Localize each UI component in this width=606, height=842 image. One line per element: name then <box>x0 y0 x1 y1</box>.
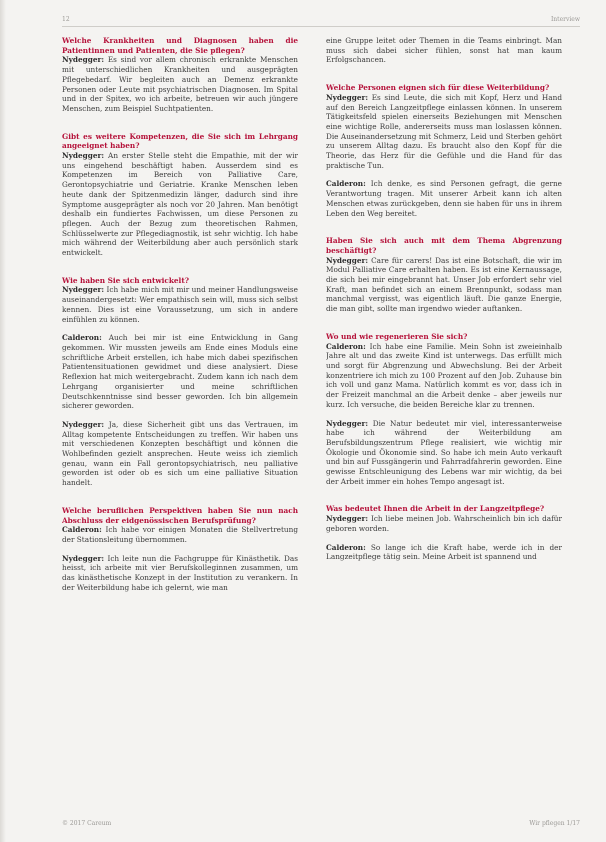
answer-text: Auch bei mir ist eine Entwicklung in Gang gekommen. Wir mussten jeweils am Ende eines Moduls eine schriftliche Arbeit erstellen, ich habe mich dabei spezifischen Patientensituationen gewidmet und diese analysiert. Diese Reflexion hat mich weitergebracht. Zudem kann ich nach dem Lehrgang organisierter und meine schriftlichen Deutschkenntnisse sind besser geworden. Ich bin allgemein sicherer geworden. <box>62 333 298 411</box>
answer-paragraph <box>62 554 298 593</box>
interview-block <box>326 83 562 218</box>
interview-question: Welche Krankheiten und Diagnosen haben die Patientinnen und Patienten, die Sie pflegen? <box>62 36 298 55</box>
answer-text: Die Natur bedeutet mir viel, interessanterweise habe ich während der Weiterbildung am Berufsbildungszentrum Pflege realisiert, wie wichtig mir Ökologie und Ökonomie sind. So habe ich mein Auto verkauft und bin auf Fussgängerin und Fahrradfahrerin geworden. Eine gewisse Entschleunigung des Lebens war mir wichtig, da bei der Arbeit immer ein hohes Tempo angesagt ist. <box>326 418 562 486</box>
answer-paragraph <box>62 55 298 113</box>
left-column <box>62 36 298 816</box>
answer-text: Ich habe mich mit mir und meiner Handlungsweise auseinandergesetzt: Wer empathisch sein will, muss sich selbst kennen. Dies ist eine Voraussetzung, um sich in andere einfühlen zu können. <box>62 285 298 324</box>
interview-block <box>326 332 562 487</box>
answer-text: eine Gruppe leitet oder Themen in die Teams einbringt. Man muss sich dabei sicher fühlen, sonst hat man kaum Erfolgschancen. <box>326 36 562 65</box>
interview-block <box>326 504 562 562</box>
speaker-name: Calderon: <box>62 333 102 343</box>
speaker-name: Calderon: <box>62 525 102 535</box>
answer-text: Ich leite nun die Fachgruppe für Kinästhetik. Das heisst, ich arbeite mit vier Berufskolleginnen zusammen, um das kinästhetische Konzept in der Institution zu verankern. In der Weiterbildung habe ich gelernt, wie man <box>62 553 298 592</box>
speaker-name: Nydegger: <box>326 255 369 265</box>
answer-text: Care für carers! Das ist eine Botschaft, die wir im Modul Palliative Care erhalten haben. Es ist eine Kernaussage, die sich bei mir eingebrannt hat. Unser Job erfordert sehr viel Kraft, man befindet sich an einem Brennpunkt, sodass man manchmal vergisst, was eigentlich läuft. Die ganze Energie, die man gibt, sollte man irgendwo wieder auftanken. <box>326 255 562 314</box>
answer-text: Es sind Leute, die sich mit Kopf, Herz und Hand auf den Bereich Langzeitpflege einlassen können. In unserem Tätigkeitsfeld spielen einerseits Beziehungen mit Menschen eine wichtige Rolle, andererseits muss man loslassen können. Die Auseinandersetzung mit Schmerz, Leid und Sterben gehört zu unserem Alltag dazu. Es braucht also den Kopf für die Theorie, das Herz für die Gefühle und die Hand für das praktische Tun. <box>326 92 562 170</box>
interview-question: Welche Personen eignen sich für diese Weiterbildung? <box>326 83 550 93</box>
speaker-name: Nydegger: <box>62 55 105 65</box>
interview-block <box>62 506 298 593</box>
answer-paragraph <box>326 419 562 487</box>
speaker-name: Calderon: <box>326 341 366 351</box>
footer-copyright: © 2017 Careum <box>62 820 112 827</box>
answer-paragraph <box>326 342 562 410</box>
speaker-name: Nydegger: <box>62 151 105 161</box>
speaker-name: Nydegger: <box>326 418 369 428</box>
footer-issue: Wir pflegen 1/17 <box>529 820 580 827</box>
interview-question: Haben Sie sich auch mit dem Thema Abgrenzung beschäftigt? <box>326 236 562 255</box>
speaker-name: Nydegger: <box>62 553 105 563</box>
answer-text: Es sind vor allem chronisch erkrankte Menschen mit unterschiedlichen Krankheiten und ausgeprägten Pflegebedarf. Wir begleiten auch an Demenz erkrankte Personen oder Leute mit psychiatrischen Diagnosen. Im Spital und in der Spitex, wo ich arbeite, betreuen wir auch jüngere Menschen, zum Beispiel Suchtpatienten. <box>62 55 298 113</box>
running-header <box>62 14 580 27</box>
answer-paragraph <box>326 93 562 171</box>
answer-text: Ich liebe meinen Job. Wahrscheinlich bin ich dafür geboren worden. <box>326 514 562 533</box>
answer-paragraph <box>326 179 562 218</box>
page-number: 12 <box>62 16 70 23</box>
interview-block <box>62 276 298 488</box>
interview-question: Was bedeutet Ihnen die Arbeit in der Langzeitpflege? <box>326 504 545 514</box>
interview-block <box>326 36 562 65</box>
interview-block <box>62 132 298 258</box>
speaker-name: Nydegger: <box>62 419 105 429</box>
speaker-name: Calderon: <box>326 179 366 189</box>
right-column <box>326 36 562 816</box>
answer-text: Ich habe vor einigen Monaten die Stellvertretung der Stationsleitung übernommen. <box>62 525 298 544</box>
answer-paragraph <box>326 543 562 562</box>
interview-question: Gibt es weitere Kompetenzen, die Sie sich im Lehrgang angeeignet haben? <box>62 131 298 151</box>
interview-question: Wie haben Sie sich entwickelt? <box>62 275 189 285</box>
answer-paragraph <box>326 514 562 533</box>
speaker-name: Nydegger: <box>326 92 369 102</box>
answer-text: So lange ich die Kraft habe, werde ich in der Langzeitpflege tätig sein. Meine Arbeit ist spannend und <box>326 542 562 562</box>
answer-paragraph <box>326 256 562 314</box>
answer-text: Ich habe eine Familie. Mein Sohn ist zweieinhalb Jahre alt und das zweite Kind ist unterwegs. Das erfüllt mich und sorgt für Abgrenzung und Abwechslung. Bei der Arbeit konzentriere ich mich zu 100 Prozent auf den Job. Zuhause bin ich voll und ganz Mama. Natürlich kommt es vor, dass ich in der Freizeit manchmal an die Arbeit denke – aber jeweils nur kurz. Ich versuche, die beiden Bereiche klar zu trennen. <box>326 341 562 409</box>
answer-text: An erster Stelle steht die Empathie, mit der wir uns eingehend beschäftigt haben. Ausserdem sind es Kompetenzen im Bereich von Palliative Care, Gerontopsychiatrie und Geriatrie. Kranke Menschen leben heute dank der Spitzenmedizin länger, dadurch sind ihre Symptome ausgeprägter als noch vor 20 Jahren. Man benötigt deshalb ein fundiertes Fachwissen, um diese Personen zu pflegen. Auch der Bezug zum theoretischen Rahmen, Schlüsselwerte zur Pflegediagnostik, ist sehr wichtig. Ich habe mich während der Weiterbildung aber auch persönlich stark entwickelt. <box>62 151 298 258</box>
interview-question: Welche beruflichen Perspektiven haben Sie nun nach Abschluss der eidgenössischen Berufsprüfung? <box>62 505 298 525</box>
answer-paragraph <box>326 36 562 65</box>
page-footer <box>62 820 580 830</box>
answer-paragraph <box>62 420 298 488</box>
answer-text: Ich denke, es sind Personen gefragt, die gerne Verantwortung tragen. Mit unserer Arbeit kann ich alten Menschen etwas zurückgeben, denn sie haben für uns in ihrem Leben den Weg bereitet. <box>326 179 562 218</box>
answer-paragraph <box>62 525 298 544</box>
speaker-name: Calderon: <box>326 542 366 552</box>
page-edge-shadow <box>0 0 6 842</box>
interview-block <box>62 36 298 114</box>
speaker-name: Nydegger: <box>62 285 105 295</box>
answer-paragraph <box>62 333 298 411</box>
interview-question: Wo und wie regenerieren Sie sich? <box>326 331 468 341</box>
interview-block <box>326 236 562 314</box>
answer-paragraph <box>62 151 298 258</box>
answer-paragraph <box>62 285 298 324</box>
section-label: Interview <box>550 16 580 23</box>
answer-text: Ja, diese Sicherheit gibt uns das Vertrauen, im Alltag kompetente Entscheidungen zu treffen. Wir haben uns mit verschiedenen Konzepten beschäftigt und können die Wohlbefinden gezielt ansprechen. Heute weiss ich ziemlich genau, wann ein Fall gerontopsychiatrisch, neu palliative geworden ist oder ob es sich um eine palliative Situation handelt. <box>62 419 298 488</box>
speaker-name: Nydegger: <box>326 514 369 524</box>
